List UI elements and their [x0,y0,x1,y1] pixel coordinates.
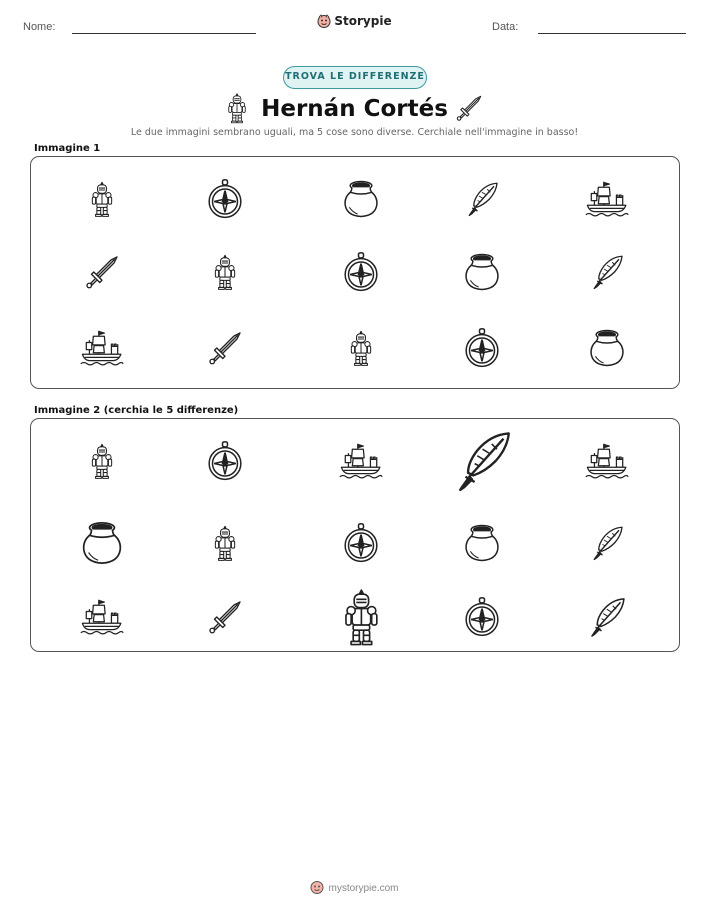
quill-icon[interactable] [586,594,627,640]
compass-icon[interactable] [205,441,245,481]
pot-icon[interactable] [462,252,502,292]
sword-icon[interactable] [207,597,243,637]
ship-icon[interactable] [80,597,124,637]
knight-icon[interactable] [88,181,116,217]
storypie-logo-icon [310,880,324,894]
ship-icon[interactable] [585,441,629,481]
knight-icon[interactable] [88,443,116,479]
compass-icon[interactable] [462,328,502,368]
ship-icon[interactable] [585,179,629,219]
compass-icon[interactable] [462,597,502,637]
sword-icon [455,92,483,124]
date-label: Data: [492,21,519,33]
knight-icon[interactable] [347,330,375,366]
footer-url: mystorypie.com [328,883,399,894]
storypie-logo-icon [317,14,331,28]
knight-icon[interactable] [339,588,384,646]
activity-badge: TROVA LE DIFFERENZE [283,66,427,89]
date-field[interactable] [538,33,686,34]
quill-icon[interactable] [589,252,625,292]
quill-icon[interactable] [464,179,500,219]
pot-icon[interactable] [462,523,502,563]
pot-icon[interactable] [587,328,627,368]
footer [0,880,709,894]
image1-label: Immagine 1 [34,143,101,154]
pot-icon[interactable] [79,520,125,566]
quill-icon[interactable] [589,523,625,563]
sword-icon[interactable] [207,328,243,368]
title-row [0,92,709,126]
sword-icon[interactable] [84,252,120,292]
compass-icon[interactable] [341,252,381,292]
ship-icon[interactable] [80,328,124,368]
instructions: Le due immagini sembrano uguali, ma 5 cose sono diverse. Cerchiale nell'immagine in basso! [130,127,579,138]
compass-icon[interactable] [205,179,245,219]
brand-logo [0,14,709,28]
name-label: Nome: [23,21,56,33]
pot-icon[interactable] [341,179,381,219]
quill-icon[interactable] [451,426,514,496]
knight-icon[interactable] [211,525,239,561]
knight-icon[interactable] [211,254,239,290]
name-field[interactable] [72,33,256,34]
ship-icon[interactable] [339,441,383,481]
compass-icon[interactable] [341,523,381,563]
page-title: Hernán Cortés [261,96,448,122]
brand-name: Storypie [334,14,392,28]
image2-label: Immagine 2 (cerchia le 5 differenze) [34,405,239,416]
